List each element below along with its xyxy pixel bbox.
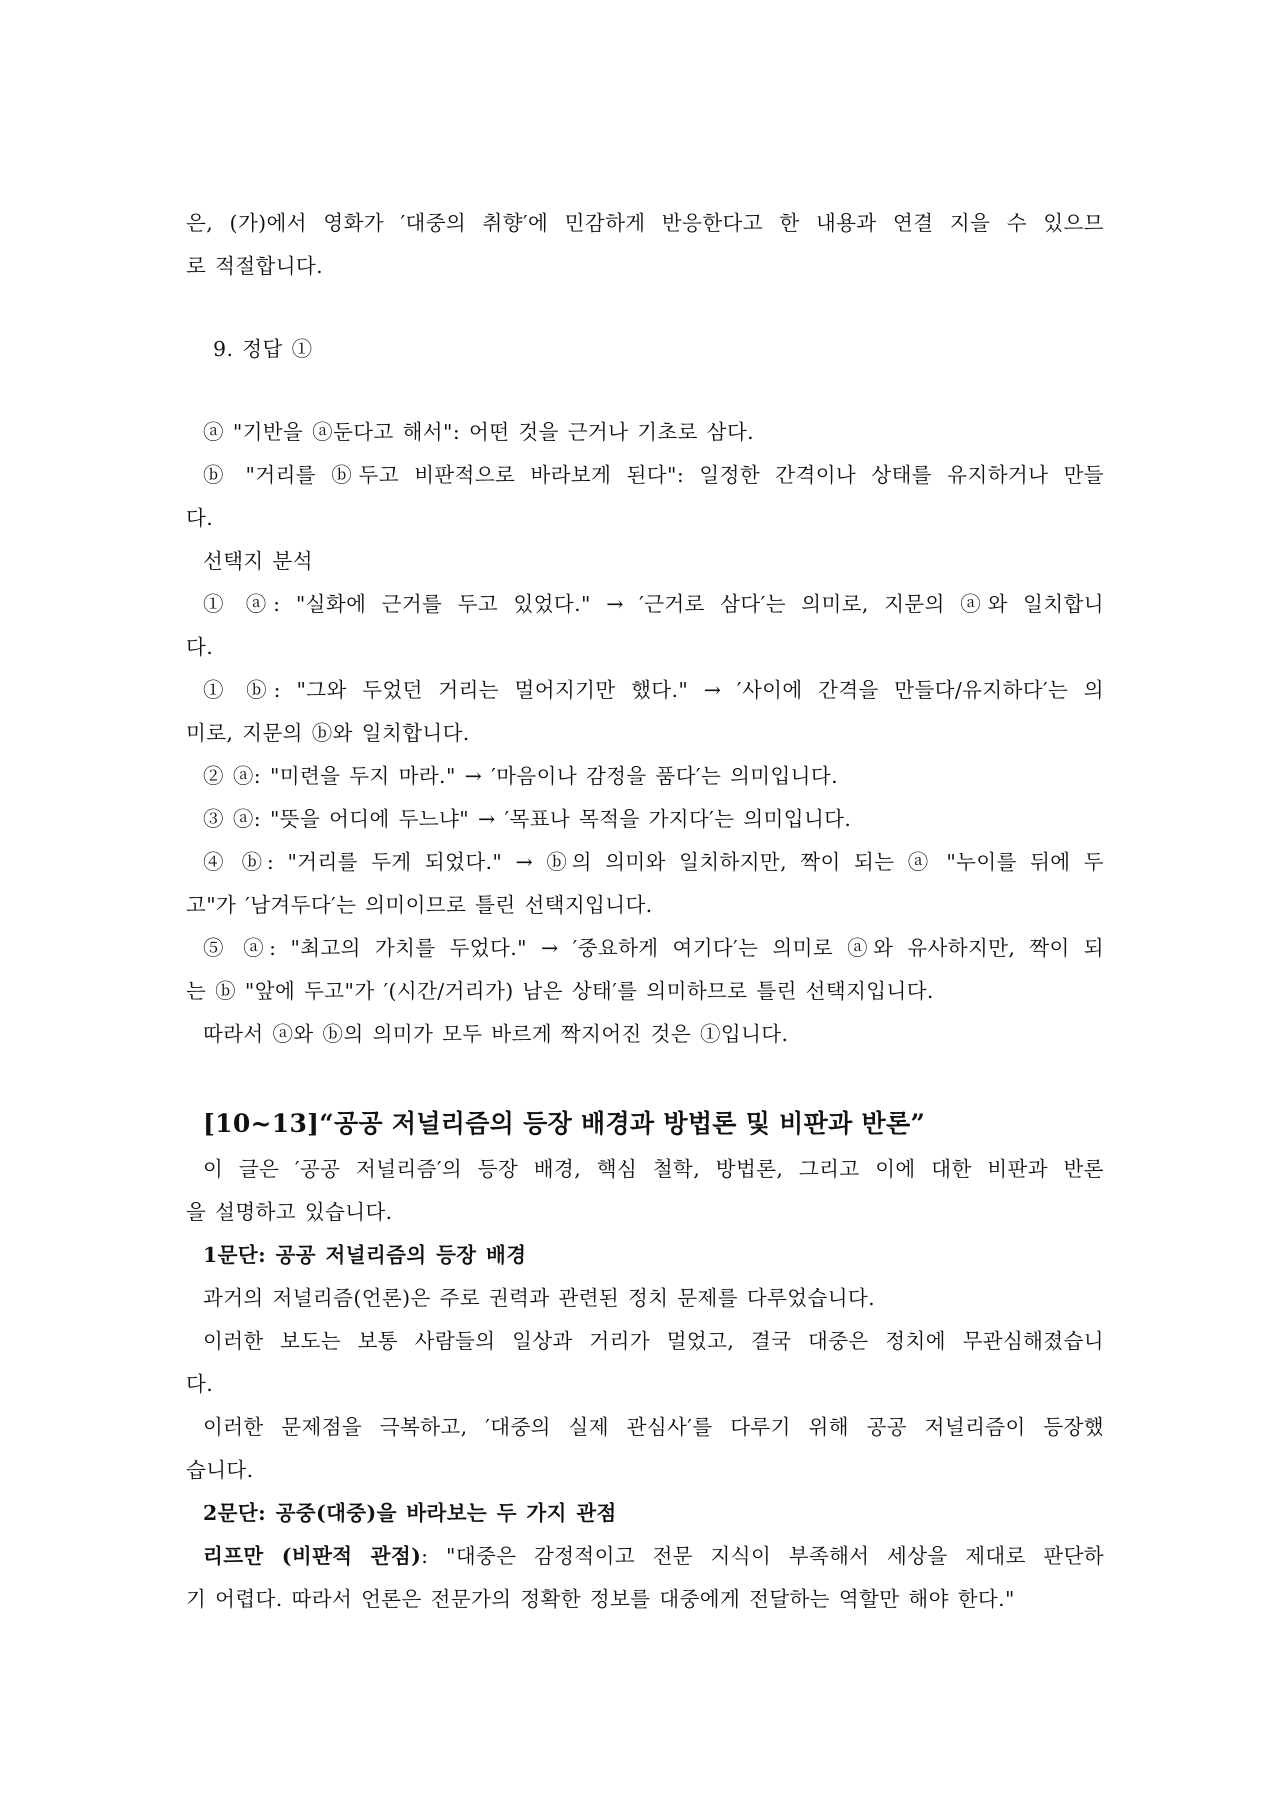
conclusion-line: 따라서 ⓐ와 ⓑ의 의미가 모두 바르게 짝지어진 것은 ①입니다. [203,1022,789,1046]
choice-line: ① ⓐ: "실화에 근거를 두고 있었다." → ′근거로 삼다′는 의미로, 지문의 ⓐ와 일치합니 [203,592,1104,616]
section-title: [10~13]“공공 저널리즘의 등장 배경과 방법론 및 비판과 반론” [203,1109,926,1138]
summary-line: 과거의 저널리즘(언론)은 주로 권력과 관련된 정치 문제를 다루었습니다. [203,1286,876,1310]
answer-line: 9. 정답 ① [213,337,313,361]
explanation-line: ⓐ "기반을 ⓐ둔다고 해서": 어떤 것을 근거나 기초로 삼다. [203,420,755,444]
paragraph-heading: 2문단: 공중(대중)을 바라보는 두 가지 관점 [203,1501,617,1525]
choice-line: ⑤ ⓐ: "최고의 가치를 두었다." → ′중요하게 여기다′는 의미로 ⓐ와 유사하지만, 짝이 되 [203,936,1104,960]
choice-line: 고"가 ′남겨두다′는 의미이므로 틀린 선택지입니다. [186,893,653,917]
intro-line: 을 설명하고 있습니다. [186,1200,393,1224]
lippmann-line: 기 어렵다. 따라서 언론은 전문가의 정확한 정보를 대중에게 전달하는 역할만 해야 한다." [186,1587,1015,1611]
explanation-line: 다. [186,506,214,530]
paragraph-line: 은, (가)에서 영화가 ′대중의 취향′에 민감하게 반응한다고 한 내용과 연결 지을 수 있으므 [186,211,1104,235]
summary-line: 습니다. [186,1458,254,1482]
intro-line: 이 글은 ′공공 저널리즘′의 등장 배경, 핵심 철학, 방법론, 그리고 이에 대한 비판과 반론 [203,1157,1104,1181]
paragraph-heading: 1문단: 공공 저널리즘의 등장 배경 [203,1243,527,1267]
choice-line: ④ ⓑ: "거리를 두게 되었다." → ⓑ의 의미와 일치하지만, 짝이 되는 ⓐ "누이를 뒤에 두 [203,850,1104,874]
summary-line: 이러한 문제점을 극복하고, ′대중의 실제 관심사′를 다루기 위해 공공 저널리즘이 등장했 [203,1415,1104,1439]
choice-analysis-heading: 선택지 분석 [203,549,313,573]
lippmann-label: 리프만 (비판적 관점) [203,1544,422,1568]
choice-line: ① ⓑ: "그와 두었던 거리는 멀어지기만 했다." → ′사이에 간격을 만들다/유지하다′는 의 [203,678,1104,702]
choice-line: ③ ⓐ: "뜻을 어디에 두느냐" → ′목표나 목적을 가지다′는 의미입니다. [203,807,852,831]
choice-line: 미로, 지문의 ⓑ와 일치합니다. [186,721,470,745]
lippmann-line [186,1535,1104,1578]
choice-line: ② ⓐ: "미련을 두지 마라." → ′마음이나 감정을 품다′는 의미입니다. [203,764,838,788]
lippmann-text: : "대중은 감정적이고 전문 지식이 부족해서 세상을 제대로 판단하 [421,1544,1104,1568]
choice-line: 다. [186,635,214,659]
summary-line: 다. [186,1372,214,1396]
explanation-line: ⓑ "거리를 ⓑ두고 비판적으로 바라보게 된다": 일정한 간격이나 상태를 유지하거나 만들 [203,463,1104,487]
paragraph-line: 로 적절합니다. [186,254,324,278]
summary-line: 이러한 보도는 보통 사람들의 일상과 거리가 멀었고, 결국 대중은 정치에 무관심해졌습니 [203,1329,1104,1353]
choice-line: 는 ⓑ "앞에 두고"가 ′(시간/거리가) 남은 상태′를 의미하므로 틀린 선택지입니다. [186,979,934,1003]
